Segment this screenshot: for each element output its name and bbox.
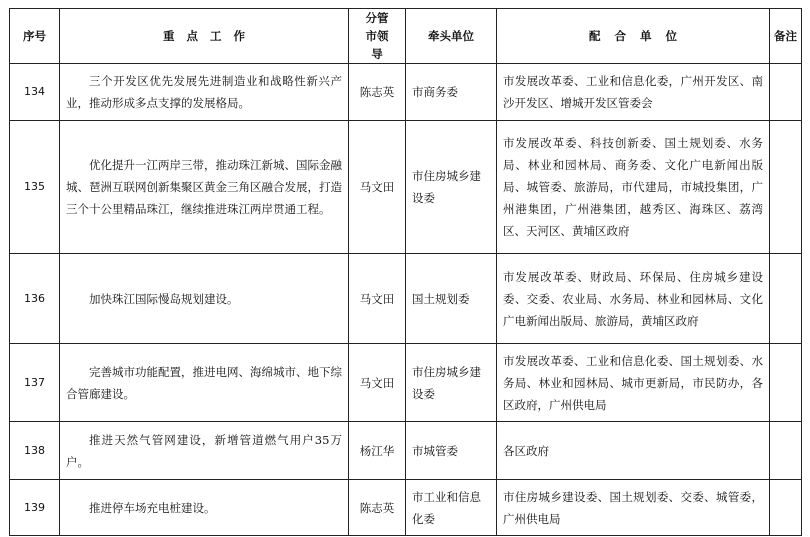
row-coop-unit: 市发展改革委、科技创新委、国土规划委、水务局、林业和园林局、商务委、文化广电新闻出版局、城管委、旅游局，市代建局，市城投集团，广州港集团，广州港集团，越秀区、海珠区、荔湾区、天河区、黄埔区政府 [497,121,770,254]
row-seq: 136 [10,254,60,344]
header-leader [349,9,406,64]
row-coop-unit: 市发展改革委、工业和信息化委，广州开发区、南沙开发区、增城开发区管委会 [497,64,770,121]
row-coop-unit: 市发展改革委、财政局、环保局、住房城乡建设委、交委、农业局、水务局、林业和园林局、文化广电新闻出版局、旅游局，黄埔区政府 [497,254,770,344]
row-note [770,422,802,480]
header-task-label: 重点工作 [163,29,257,43]
table-row [10,422,802,480]
row-task [60,480,349,536]
row-note [770,121,802,254]
header-coop-unit-label: 配合单位 [589,29,691,43]
row-lead-unit: 国土规划委 [406,254,497,344]
row-note [770,480,802,536]
table-row [10,254,802,344]
row-leader: 马文田 [349,121,406,254]
row-task-text: 推进天然气管网建设，新增管道燃气用户35万户。 [66,432,342,469]
table-row [10,480,802,536]
row-task [60,121,349,254]
row-coop-unit: 市住房城乡建设委、国土规划委、交委、城管委，广州供电局 [497,480,770,536]
row-lead-unit: 市住房城乡建设委 [406,121,497,254]
row-seq: 134 [10,64,60,121]
header-note: 备注 [770,9,802,64]
header-leader-label: 分管市领导 [365,11,389,61]
header-task [60,9,349,64]
table-row [10,344,802,422]
row-coop-unit: 市发展改革委、工业和信息化委、国土规划委、水务局、林业和园林局、城市更新局，市民防办，各区政府，广州供电局 [497,344,770,422]
header-lead-unit: 牵头单位 [406,9,497,64]
row-leader: 马文田 [349,254,406,344]
work-task-table [9,8,802,536]
row-seq: 138 [10,422,60,480]
row-task-text: 完善城市功能配置，推进电网、海绵城市、地下综合管廊建设。 [66,364,342,401]
row-note [770,254,802,344]
row-lead-unit: 市商务委 [406,64,497,121]
row-note [770,344,802,422]
row-task-text: 加快珠江国际慢岛规划建设。 [89,291,239,306]
row-task-text: 三个开发区优先发展先进制造业和战略性新兴产业，推动形成多点支撑的发展格局。 [66,74,342,110]
row-note [770,64,802,121]
row-lead-unit: 市住房城乡建设委 [406,344,497,422]
row-task [60,254,349,344]
header-seq: 序号 [10,9,60,64]
table-row [10,121,802,254]
row-seq: 139 [10,480,60,536]
row-lead-unit: 市城管委 [406,422,497,480]
row-leader: 杨江华 [349,422,406,480]
row-task-text: 推进停车场充电桩建设。 [89,500,216,515]
row-seq: 135 [10,121,60,254]
row-seq: 137 [10,344,60,422]
row-coop-unit: 各区政府 [497,422,770,480]
row-task [60,344,349,422]
row-task-text: 优化提升一江两岸三带，推动珠江新城、国际金融城、琶洲互联网创新集聚区黄金三角区融合发展，打造三个十公里精品珠江，继续推进珠江两岸贯通工程。 [66,158,342,216]
document-page [9,8,801,536]
row-task [60,422,349,480]
row-task [60,64,349,121]
row-leader: 陈志英 [349,64,406,121]
row-leader: 马文田 [349,344,406,422]
row-leader: 陈志英 [349,480,406,536]
table-row [10,64,802,121]
table-header-row [10,9,802,64]
header-coop-unit [497,9,770,64]
row-lead-unit: 市工业和信息化委 [406,480,497,536]
